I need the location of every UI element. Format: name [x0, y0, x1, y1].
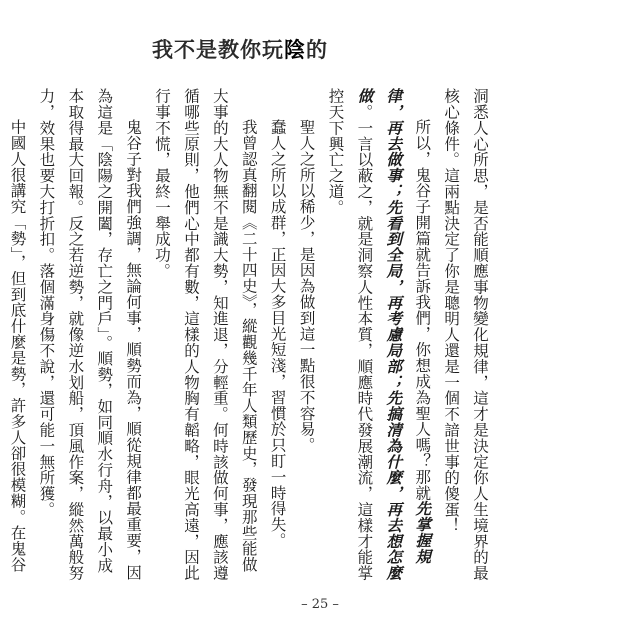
paragraph-3: 聖人之所以稀少，是因為做到這一點很不容易。	[297, 119, 316, 453]
running-title-highlight: 陰	[284, 37, 306, 62]
paragraph-4: 蠢人之所以成群，正因大多目光短淺，習慣於只盯一時得失。	[268, 119, 287, 549]
running-title-part-3: 的	[306, 37, 328, 62]
emphasized-phrase: 先掌握規律，再去做事；先看到全局，再考慮局部；先搞清為什麼，再去想怎麼做	[355, 88, 432, 581]
page-number: – 25 –	[301, 597, 339, 612]
running-title-part-1: 我不是教你玩	[152, 37, 284, 62]
paragraph-6: 鬼谷子對我們強調，無論何事，順勢而為，順從規律都最重要，因為這是「陰陽之開闔，存亡之門戶」。順勢，如同順水行舟，以最小成本取得最大回報。反之若逆勢，就像逆水划船，頂風作案，縱然萬般努力，效果也要大打折扣。落個滿身傷不說，還可能一無所獲。	[37, 88, 143, 581]
paragraph-7: 中國人很講究「勢」，但到底什麼是勢，許多人卻很模糊。在鬼谷	[8, 119, 27, 573]
paragraph-2	[321, 88, 437, 584]
paragraph-1: 洞悉人心所思，是否能順應事物變化規律，這才是決定你人生境界的最核心條件。這兩點決定了你是聰明人還是一個不諳世事的傻蛋！	[442, 88, 489, 581]
paragraph-5: 我曾認真翻閱《二十四史》，縱觀幾千年人類歷史，發現那些能做大事的大人物無不是識大勢，知進退，分輕重。何時該做何事，應該遵循哪些原則，他們心中都有數，這樣的人物胸有韜略，眼光高遠，因此行事不慌，最終一舉成功。	[153, 88, 258, 581]
vertical-text-block	[8, 88, 494, 584]
paragraph-2-lead: 所以，鬼谷子開篇就告訴我們，你想成為聖人嗎？那就	[413, 119, 432, 501]
paragraph-2-rest: 。一言以蔽之，就是洞察人性本質，順應時代發展潮流，這樣才能掌控天下興亡之道。	[326, 88, 374, 581]
running-title	[152, 34, 328, 64]
